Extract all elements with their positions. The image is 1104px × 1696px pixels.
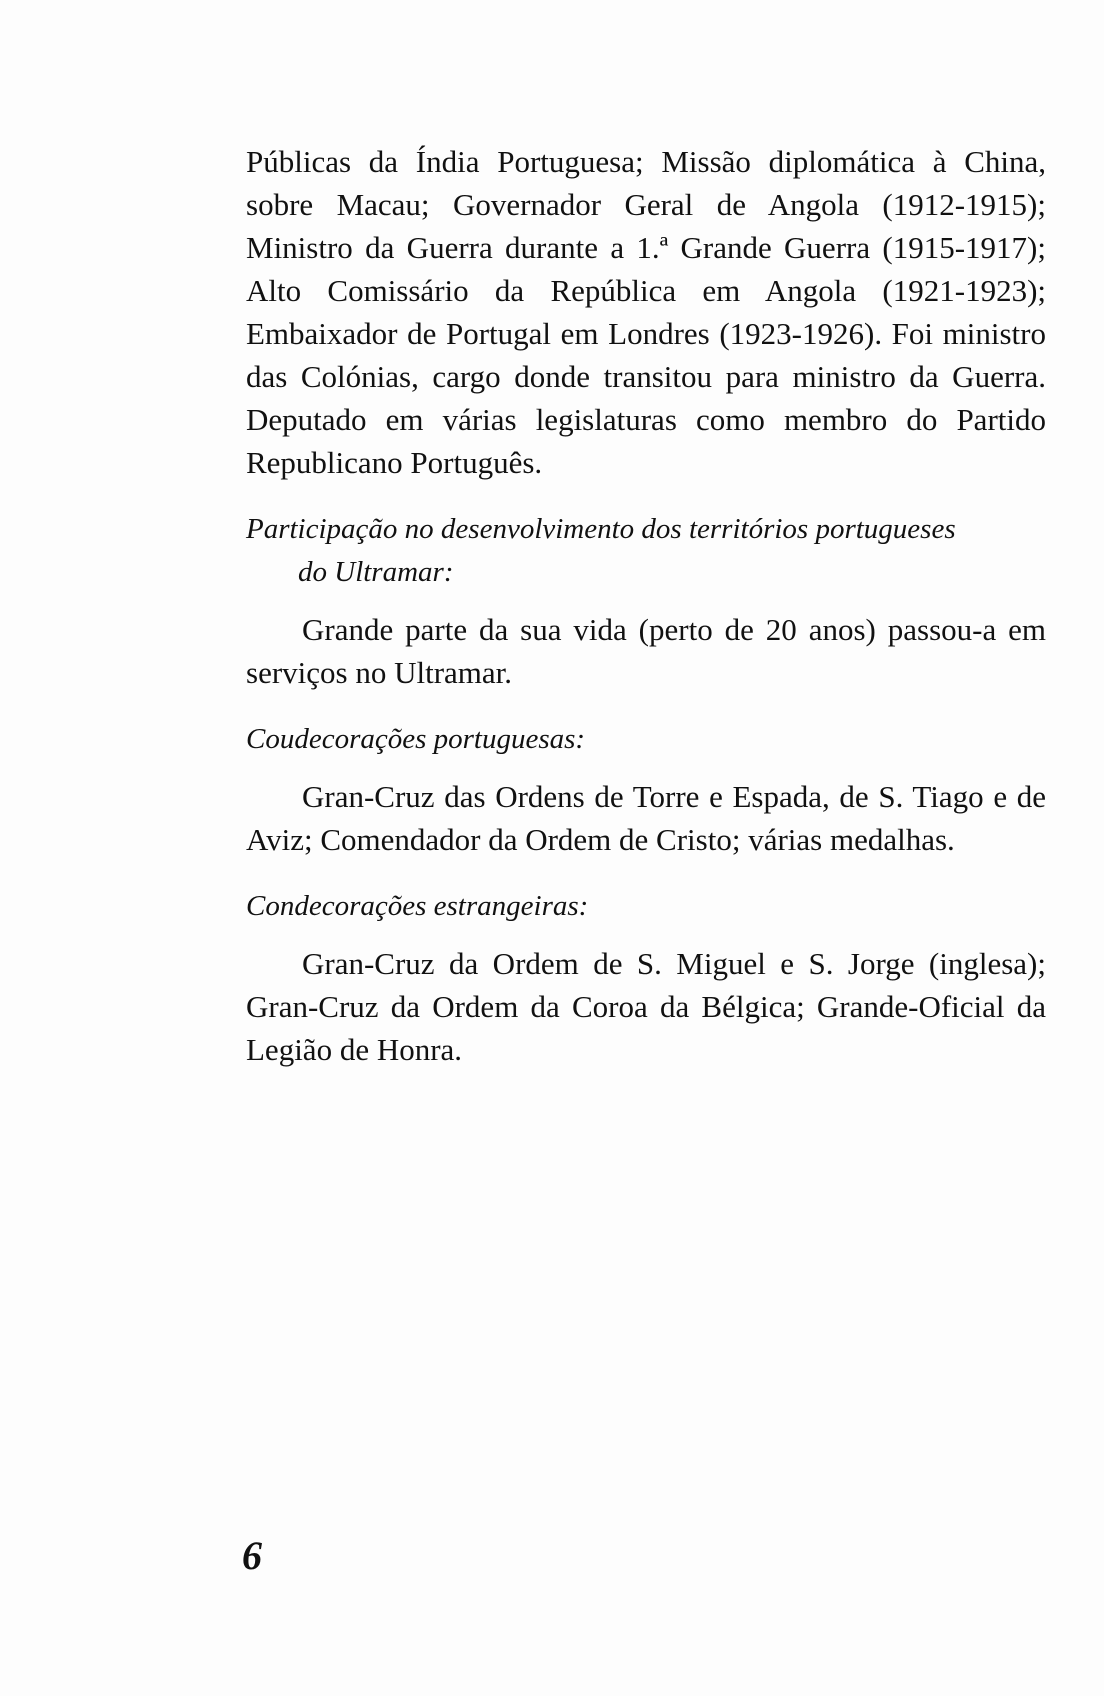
ultramar-paragraph: Grande parte da sua vida (perto de 20 anos) passou-a em serviços no Ultramar. xyxy=(246,612,1046,690)
section-heading-ultramar: Participação no desenvolvimento dos territórios portugueses xyxy=(246,513,956,545)
section-heading-ultramar-continued: do Ultramar: xyxy=(298,556,454,588)
career-paragraph: Públicas da Índia Portuguesa; Missão diplomática à China, sobre Macau; Governador Geral de Angola (1912-1915); Ministro da Guerra durante a 1.ª Grande Guerra (1915-1917); Alto Comissário da República em Angola (1921-1923); Embaixador de Portugal em Londres (1923-1926). Foi ministro das Colónias, cargo donde transitou para ministro da Guerra. Deputado em várias legislaturas como membro do Partido Republicano Português. xyxy=(246,144,1046,480)
section-heading-portuguese-decorations: Coudecorações portuguesas: xyxy=(246,723,586,755)
portuguese-decorations-paragraph: Gran-Cruz das Ordens de Torre e Espada, de S. Tiago e de Aviz; Comendador da Ordem de Cristo; várias medalhas. xyxy=(246,779,1046,857)
foreign-decorations-paragraph: Gran-Cruz da Ordem de S. Miguel e S. Jorge (inglesa); Gran-Cruz da Ordem da Coroa da Bélgica; Grande-Oficial da Legião de Honra. xyxy=(246,946,1046,1067)
section-heading-foreign-decorations: Condecorações estrangeiras: xyxy=(246,890,589,922)
page-text-block xyxy=(246,140,1046,1071)
page-number: 6 xyxy=(242,1533,262,1578)
